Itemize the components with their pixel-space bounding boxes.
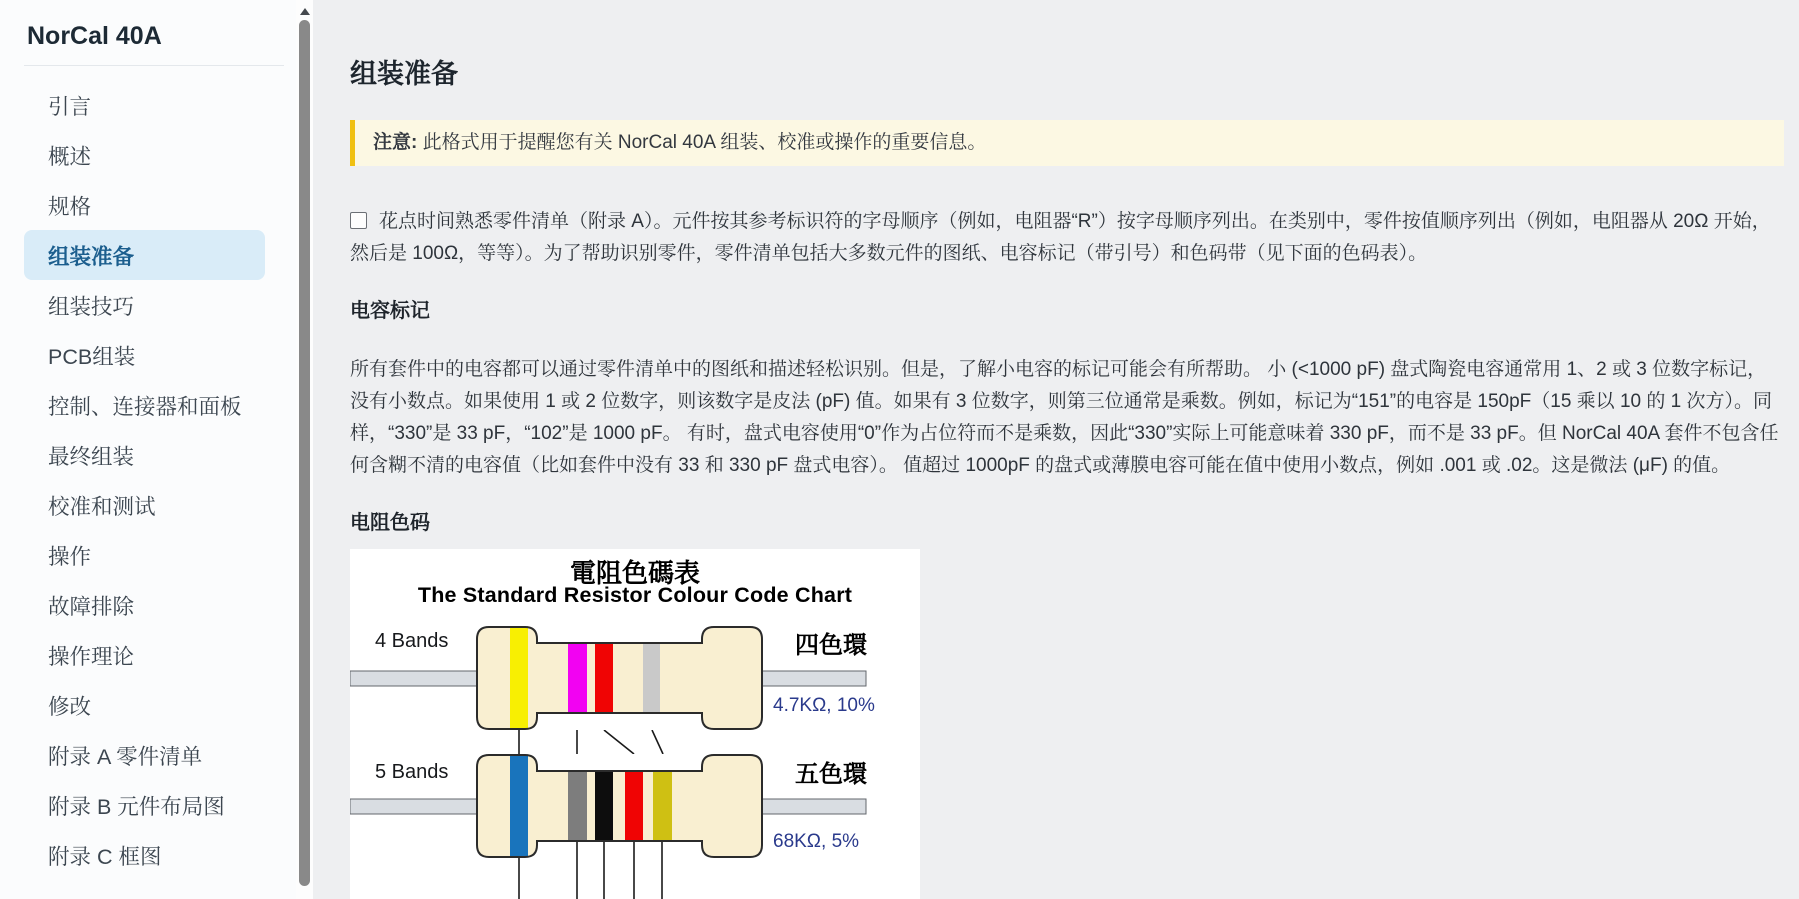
five-bands-label: 5 Bands [375,761,449,783]
chart-title-en: The Standard Resistor Colour Code Chart [417,583,853,607]
sidebar-nav-item[interactable]: 操作 [48,544,92,569]
band-mapping-lines [350,730,920,754]
sidebar-nav-item[interactable]: 最终组装 [48,444,135,469]
note-text: 此格式用于提醒您有关 NorCal 40A 组装、校准或操作的重要信息。 [417,132,987,153]
capacitor-section-heading: 电容标记 [350,300,430,322]
four-ring-label: 四色環 [795,632,867,659]
sidebar-nav-item[interactable]: 组装技巧 [48,294,135,319]
sidebar [0,0,296,899]
note-label: 注意: [373,132,418,153]
resistor-4band-drawing [350,626,920,730]
sidebar-nav-item[interactable]: 修改 [48,694,92,719]
sidebar-nav-item[interactable]: 规格 [48,194,92,219]
content-column [350,120,1784,899]
band-blue [510,755,528,857]
note-callout [350,120,1784,166]
checklist-paragraph [350,206,1784,270]
five-band-value-label: 68KΩ, 5% [773,831,860,852]
scrollbar[interactable] [296,0,313,899]
sidebar-nav-item[interactable]: 故障排除 [48,594,135,619]
lead-wire-left [350,671,480,686]
page-title: 组装准备 [350,59,458,89]
sidebar-nav-item[interactable]: 引言 [48,94,92,119]
chart-title-zh: 電阻色碼表 [569,558,700,588]
sidebar-nav-item[interactable]: 组装准备 [24,230,265,280]
checklist-text: 花点时间熟悉零件清单（附录 A）。元件按其参考标识符的字母顺序（例如，电阻器“R”）按字母顺序列出。在类别中，零件按值顺序列出（例如，电阻器从 20Ω 开始，然后是 100Ω，等等）。为了帮助识别零件，零件清单包括大多数元件的图纸、电容标记（带引号）和色码带（见下面的色码表）。 [350,211,1771,264]
lead-wire-right [760,671,866,686]
four-band-value-label: 4.7KΩ, 10% [773,695,875,716]
sidebar-divider [24,65,284,66]
four-bands-label: 4 Bands [375,630,449,652]
sidebar-nav-item[interactable]: 概述 [48,144,92,169]
resistor-5band-drawing [350,754,920,899]
sidebar-nav [0,80,296,880]
capacitor-section-body: 所有套件中的电容都可以通过零件清单中的图纸和描述轻松识别。但是，了解小电容的标记可能会有所帮助。 小 (<1000 pF) 盘式陶瓷电容通常用 1、2 或 3 位数字标记，没有小数点。如果使用 1 或 2 位数字，则该数字是皮法 (pF) 值。如果有 3 位数字，则第三位通常是乘数。例如，标记为“151”的电容是 150pF（15 乘以 10 的 1 次方）。同样，“330”是 33 pF，“102”是 1000 pF。 有时，盘式电容使用“0”作为占位符而不是乘数，因此“330”实际上可能意味着 330 pF，而不是 33 pF。但 NorCal 40A 套件不包含任何含糊不清的电容值（比如套件中没有 33 和 330 pF 盘式电容）。 值超过 1000pF 的盘式或薄膜电容可能在值中使用小数点，例如 .001 或 .02。这是微法 (μF) 的值。 [350,359,1779,476]
lead-wire-left [350,799,480,814]
sidebar-nav-item[interactable]: 附录 B 元件布局图 [48,794,225,819]
main-content [313,0,1799,899]
resistor-color-code-chart-image [350,549,920,899]
resistor-section-heading: 电阻色码 [350,512,430,534]
sidebar-nav-item[interactable]: 附录 A 零件清单 [48,744,203,769]
sidebar-nav-item[interactable]: 校准和测试 [48,494,156,519]
scrollbar-thumb[interactable] [299,20,310,886]
checklist-checkbox[interactable] [350,212,367,229]
app-title: NorCal 40A [27,22,162,50]
sidebar-nav-item[interactable]: 控制、连接器和面板 [48,394,242,419]
lead-wire-right [760,799,866,814]
band-yellow [510,627,528,729]
sidebar-nav-item[interactable]: PCB组装 [48,344,136,369]
sidebar-nav-item[interactable]: 附录 C 框图 [48,844,162,869]
scrollbar-up-arrow-icon[interactable] [299,6,310,16]
five-ring-label: 五色環 [795,761,867,788]
sidebar-nav-item[interactable]: 操作理论 [48,644,135,669]
